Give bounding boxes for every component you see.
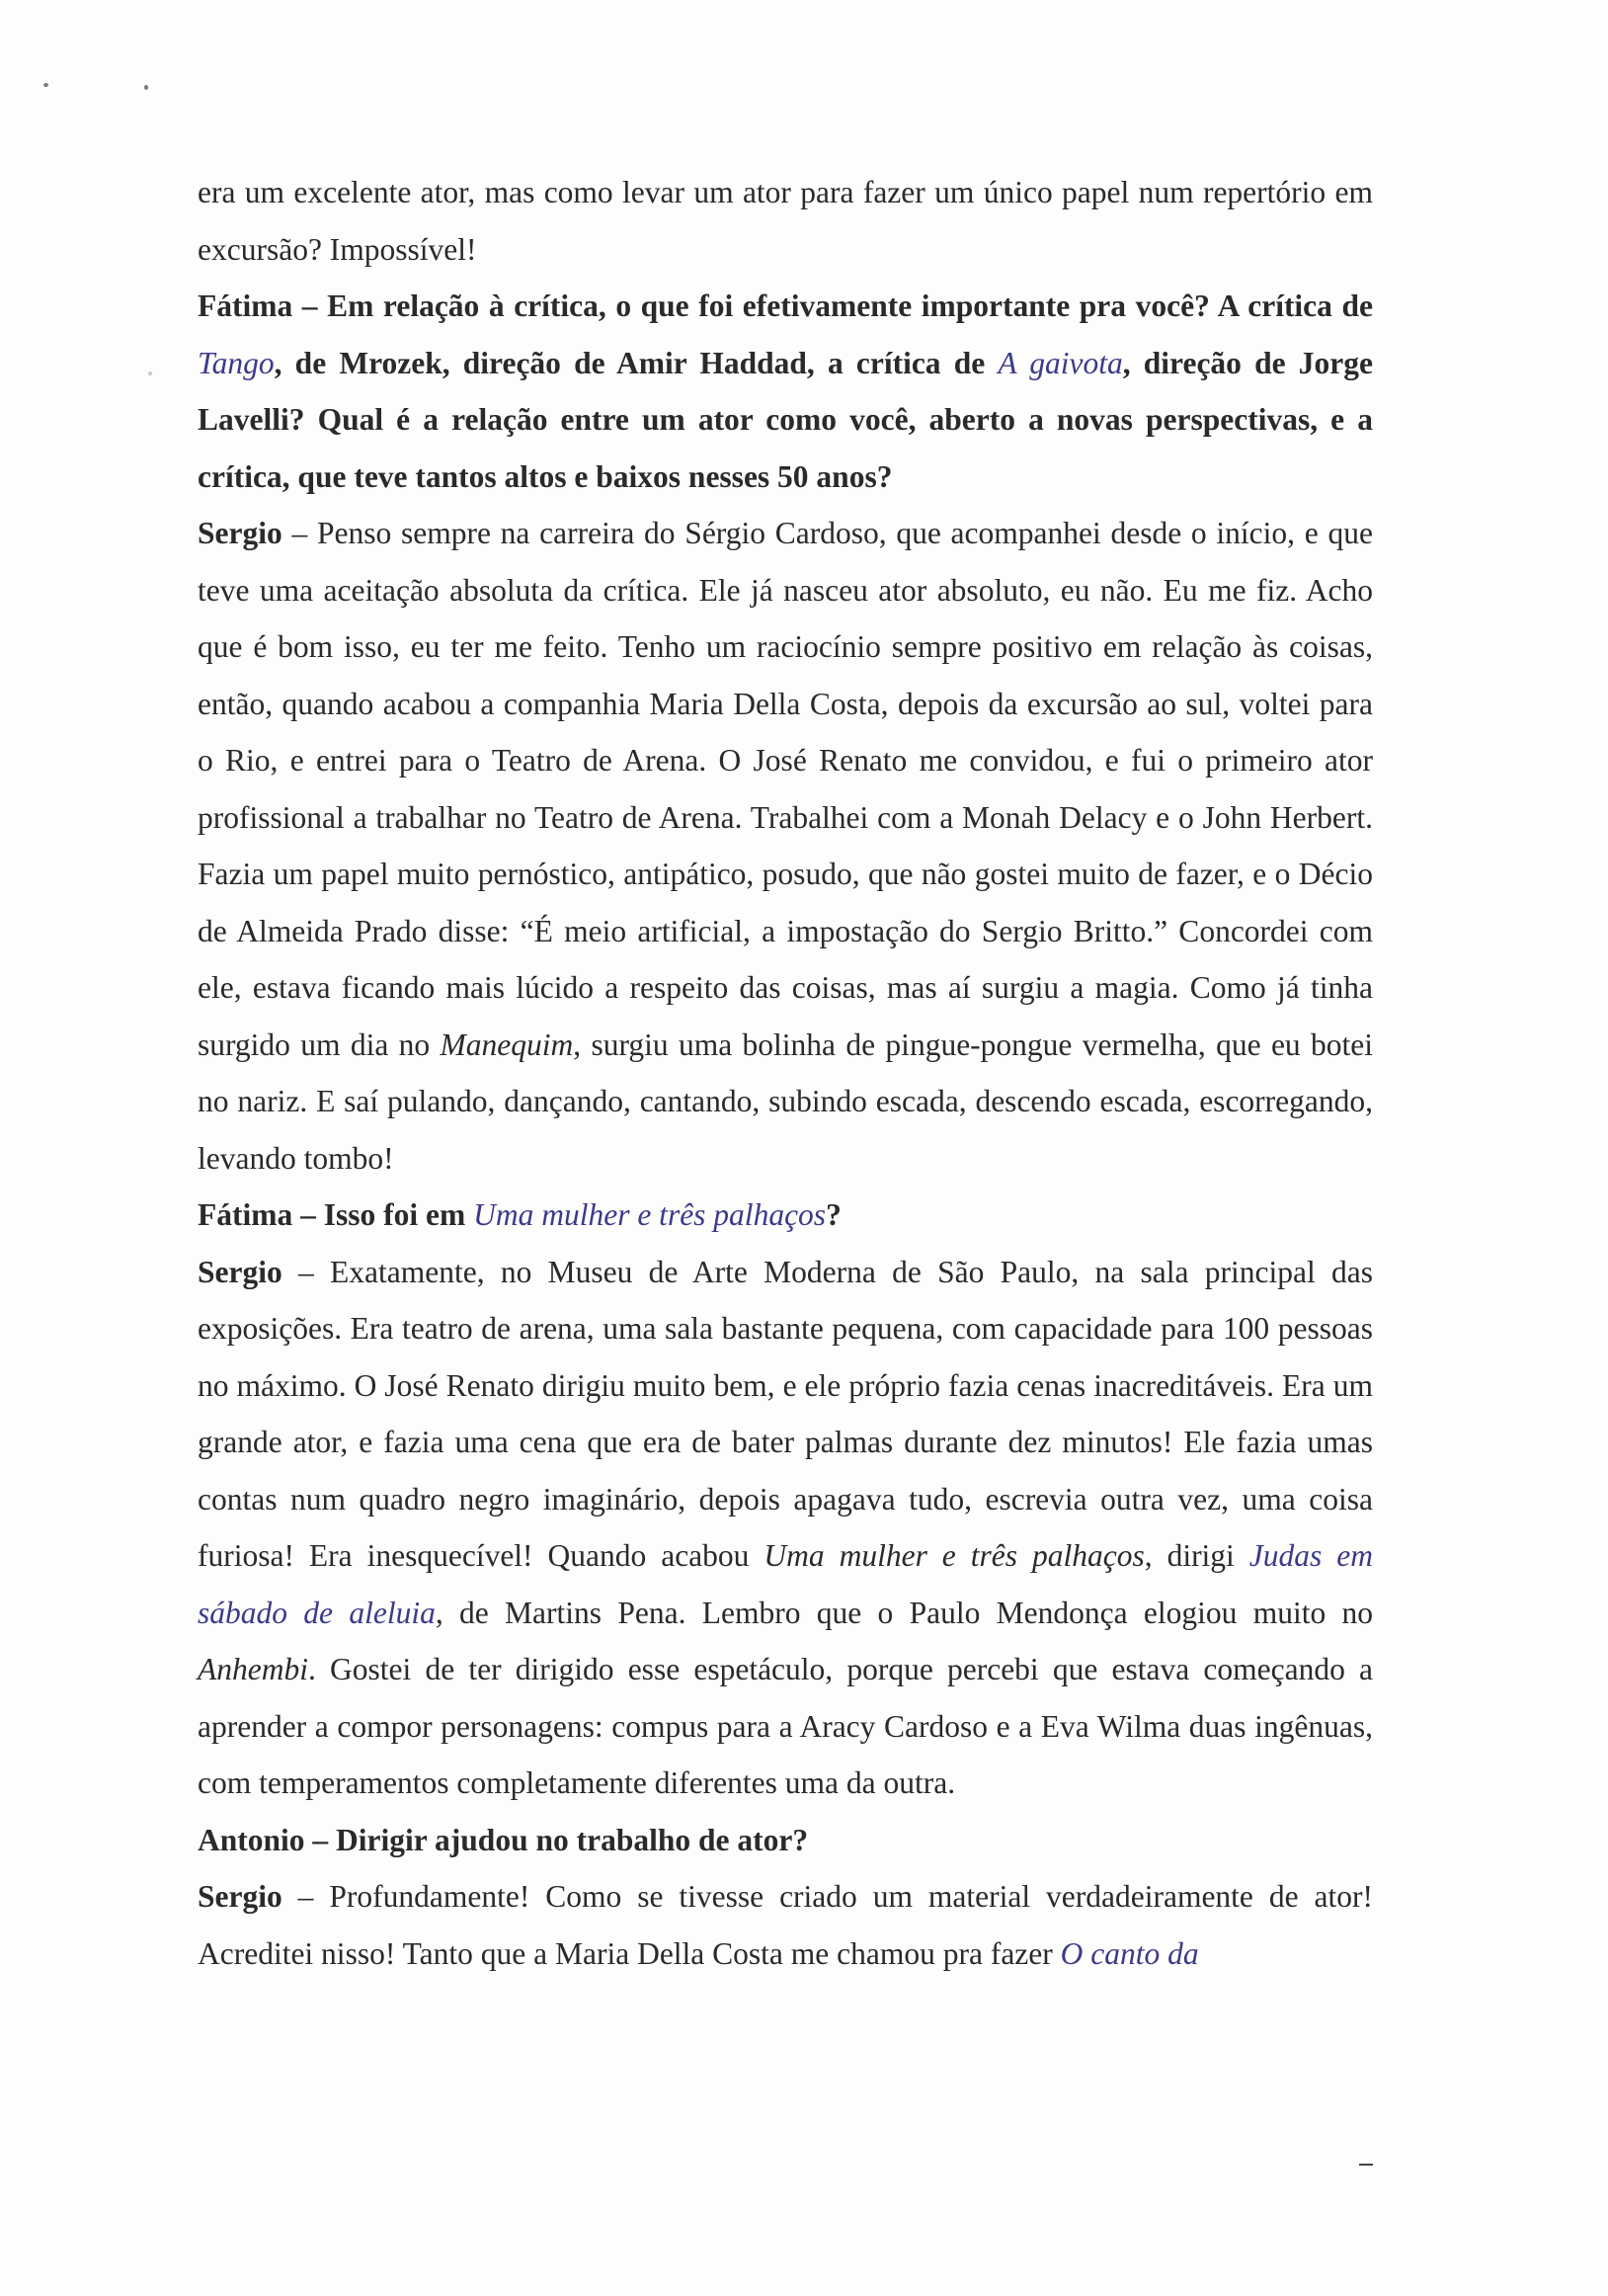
body-text: era um excelente ator, mas como levar um ator para fazer um único papel num repertório em excursão? Impossível! bbox=[198, 175, 1373, 267]
speaker-label: Fátima – bbox=[198, 288, 328, 323]
speaker-label: Antonio – Dirigir ajudou no trabalho de ator? bbox=[198, 1822, 809, 1857]
body-text: . Gostei de ter dirigido esse espetáculo, porque percebi que estava começando a aprender a compor personagens: compus para a Aracy Cardoso e a Eva Wilma duas ingênuas, com temperamentos completamente diferentes uma da outra. bbox=[198, 1652, 1373, 1800]
speaker-label: Sergio bbox=[198, 1254, 282, 1289]
body-text: , surgiu uma bolinha de pingue-pongue vermelha, que eu botei no nariz. E saí pulando, dançando, cantando, subindo escada, descendo escada, escorregando, levando tombo! bbox=[198, 1026, 1373, 1176]
work-title: Uma mulher e três palhaços bbox=[473, 1197, 827, 1232]
body-text: , de Martins Pena. Lembro que o Paulo Mendonça elogiou muito no bbox=[435, 1595, 1374, 1630]
work-title: A gaivota bbox=[998, 345, 1123, 380]
work-title: Manequim bbox=[440, 1026, 574, 1062]
body-text: – Profundamente! Como se tivesse criado um material verdadeiramente de ator! Acreditei nisso! Tanto que a Maria Della Costa me chamou pra fazer bbox=[198, 1879, 1373, 1971]
paragraph-question-fatima-critica bbox=[198, 278, 1373, 505]
scan-speck bbox=[43, 83, 48, 87]
paragraph-question-fatima-palhacos bbox=[198, 1187, 1373, 1244]
body-text: – Exatamente, no Museu de Arte Moderna de São Paulo, na sala principal das exposições. Era teatro de arena, uma sala bastante pequena, com capacidade para 100 pessoas no máximo. O José Renato dirigiu muito bem, e ele próprio fazia cenas inacreditáveis. Era um grande ator, e fazia uma cena que era de bater palmas durante dez minutos! Ele fazia umas contas num quadro negro imaginário, depois apagava tudo, escrevia outra vez, uma coisa furiosa! Era inesquecível! Quando acabou bbox=[198, 1254, 1373, 1573]
paragraph-continuation bbox=[198, 164, 1373, 278]
paragraph-answer-sergio-carreira bbox=[198, 505, 1373, 1187]
work-title: Anhembi bbox=[198, 1652, 308, 1686]
scan-speck bbox=[148, 371, 152, 375]
body-text: – Penso sempre na carreira do Sérgio Cardoso, que acompanhei desde o início, e que teve uma aceitação absoluta da crítica. Ele já nasceu ator absoluto, eu não. Eu me fiz. Acho que é bom isso, eu ter me feito. Tenho um raciocínio sempre positivo em relação às coisas, então, quando acabou a companhia Maria Della Costa, depois da excursão ao sul, voltei para o Rio, e entrei para o Teatro de Arena. O José Renato me convidou, e fui o primeiro ator profissional a trabalhar no Teatro de Arena. Trabalhei com a Monah Delacy e o John Herbert. Fazia um papel muito pernóstico, antipático, posudo, que não gostei muito de fazer, e o Décio de Almeida Prado disse: “É meio artificial, a impostação do Sergio Britto.” Concordei com ele, estava ficando mais lúcido a respeito das coisas, mas aí surgiu a magia. Como já tinha surgido um dia no bbox=[198, 516, 1373, 1062]
work-title: Tango bbox=[198, 345, 275, 380]
work-title: O canto da bbox=[1060, 1935, 1199, 1971]
scan-speck bbox=[144, 85, 148, 90]
work-title: Judas em sábado de aleluia bbox=[198, 1538, 1373, 1630]
question-text: , direção de Jorge Lavelli? Qual é a relação entre um ator como você, aberto a novas perspectivas, e a crítica, que teve tantos altos e baixos nesses 50 anos? bbox=[198, 345, 1373, 494]
paragraph-answer-sergio-profundamente bbox=[198, 1868, 1373, 1982]
work-title: Uma mulher e três palhaços bbox=[764, 1538, 1145, 1573]
question-text: Em relação à crítica, o que foi efetivamente importante pra você? A crítica de bbox=[327, 288, 1373, 323]
document-body bbox=[198, 164, 1373, 1982]
body-text: , dirigi bbox=[1144, 1538, 1249, 1573]
question-text: , de Mrozek, direção de Amir Haddad, a crítica de bbox=[274, 345, 999, 380]
paragraph-answer-sergio-museu bbox=[198, 1244, 1373, 1812]
speaker-label: Sergio bbox=[198, 1879, 282, 1914]
speaker-label: ? bbox=[826, 1197, 842, 1232]
speaker-label: Fátima – Isso foi em bbox=[198, 1197, 474, 1232]
paragraph-question-antonio-dirigir bbox=[198, 1812, 1373, 1869]
page-end-mark bbox=[1359, 2164, 1373, 2166]
speaker-label: Sergio bbox=[198, 516, 282, 550]
